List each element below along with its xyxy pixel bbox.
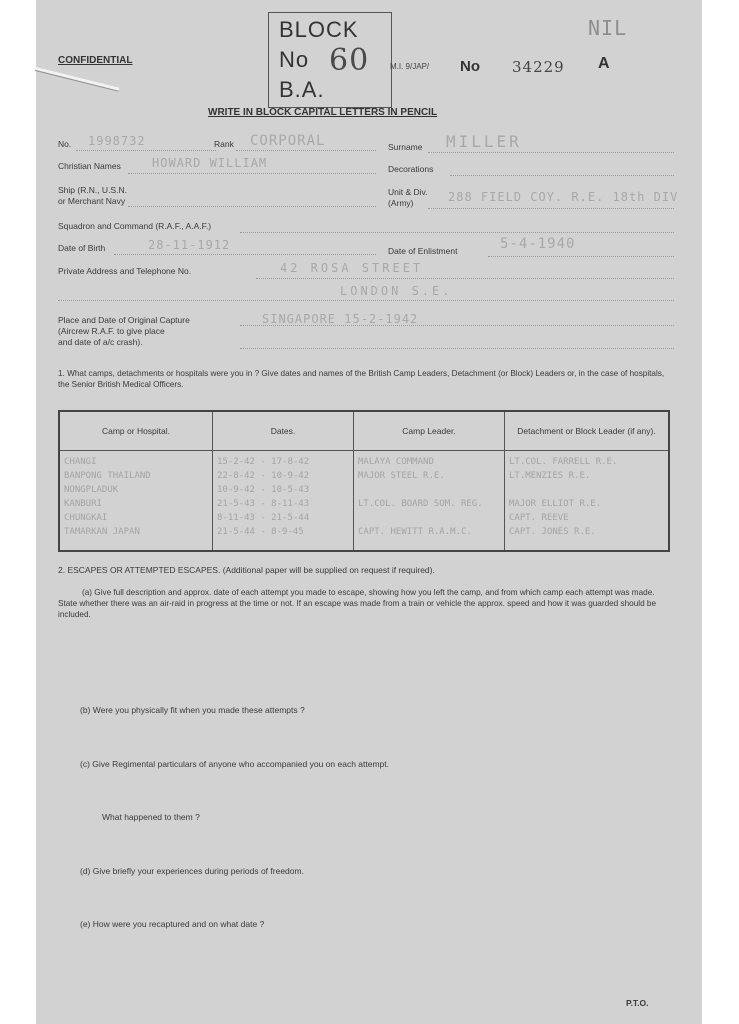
- address-line-1: 42 ROSA STREET: [280, 261, 424, 275]
- cell-camp: CHANGI: [64, 457, 97, 467]
- cell-detachment-leader: CAPT. JONES R.E.: [509, 527, 596, 537]
- rank-label: Rank: [214, 139, 234, 149]
- instruction-heading: WRITE IN BLOCK CAPITAL LETTERS IN PENCIL: [208, 107, 438, 118]
- unit-value: 288 FIELD COY. R.E. 18th DIV: [448, 190, 679, 204]
- corner-note: NIL: [588, 16, 628, 40]
- camps-table: [58, 410, 670, 552]
- col-camp: Camp or Hospital.: [59, 411, 213, 451]
- capture-label-3: and date of a/c crash).: [58, 337, 143, 347]
- form-code: M.I. 9/JAP/: [390, 62, 430, 71]
- col-dates: Dates.: [213, 411, 354, 451]
- no-value: 1998732: [88, 134, 146, 148]
- cell-camp-leader: MALAYA COMMAND: [358, 457, 434, 467]
- cell-dates: 10-9-42 - 10-5-43: [217, 485, 310, 495]
- form-number: 34229: [512, 58, 565, 76]
- no-label: No.: [58, 139, 72, 149]
- cell-camp: BANPONG THAILAND: [64, 471, 151, 481]
- ship-label-2: or Merchant Navy: [58, 196, 126, 206]
- cell-camp-leader: MAJOR STEEL R.E.: [358, 471, 445, 481]
- stamp-ba-text: B.A.: [279, 77, 325, 102]
- cell-detachment-leader: [509, 483, 664, 497]
- ship-label-1: Ship (R.N., U.S.N.: [58, 185, 127, 195]
- decorations-label: Decorations: [388, 164, 434, 174]
- cell-camp: KANBURI: [64, 499, 102, 509]
- cell-detachment-leader: LT.COL. FARRELL R.E.: [509, 457, 618, 467]
- rank-value: CORPORAL: [250, 133, 326, 149]
- surname-label: Surname: [388, 142, 423, 152]
- question-1-text: 1. What camps, detachments or hospitals were you in ? Give dates and names of the British Camp Leaders, Detachment (or Block) Leaders or, in the case of hospitals, the Senior British Medical Officers.: [58, 369, 665, 389]
- christian-names-label: Christian Names: [58, 161, 121, 171]
- question-2b-text: (b) Were you physically fit when you made these attempts ?: [80, 705, 305, 715]
- capture-label-1: Place and Date of Original Capture: [58, 315, 190, 325]
- dob-value: 28-11-1912: [148, 238, 231, 252]
- cell-camp-leader: LT.COL. BOARD SOM. REG.: [358, 499, 483, 509]
- stamp-number: 60: [329, 43, 370, 78]
- confidential-label: CONFIDENTIAL: [58, 55, 133, 66]
- unit-label-1: Unit & Div.: [388, 187, 428, 197]
- cell-dates: 15-2-42 - 17-8-42: [217, 457, 310, 467]
- cell-camp-leader: [358, 511, 500, 525]
- question-2a-text: (a) Give full description and approx. date of each attempt you made to escape, showing how you left the camp, and from which camp each attempt was made. State whether there was an air-raid in progress at the time or not. If an escape was made from a train or vehicle the approx. speed and how it was guarded should be included.: [58, 588, 657, 619]
- question-2c-followup: What happened to them ?: [102, 812, 200, 822]
- enlistment-label: Date of Enlistment: [388, 246, 458, 256]
- cell-detachment-leader: MAJOR ELLIOT R.E.: [509, 499, 602, 509]
- christian-names-value: HOWARD WILLIAM: [152, 156, 268, 170]
- cell-camp: CHUNGKAI: [64, 513, 108, 523]
- cell-camp: TAMARKAN JAPAN: [64, 527, 140, 537]
- cell-camp-leader: [358, 483, 500, 497]
- dob-label: Date of Birth: [58, 243, 106, 253]
- cell-dates: 21-5-44 - 8-9-45: [217, 527, 304, 537]
- col-detachment-leader: Detachment or Block Leader (if any).: [505, 411, 670, 451]
- form-letter: A: [598, 55, 610, 72]
- question-2e-text: (e) How were you recaptured and on what date ?: [80, 919, 265, 929]
- col-camp-leader: Camp Leader.: [354, 411, 505, 451]
- stamp-block-text: BLOCK: [279, 17, 359, 42]
- cell-detachment-leader: LT.MENZIES R.E.: [509, 471, 591, 481]
- cell-detachment-leader: CAPT. REEVE: [509, 513, 569, 523]
- cell-dates: 8-11-43 - 21-5-44: [217, 513, 310, 523]
- address-line-2: LONDON S.E.: [340, 284, 453, 298]
- surname-value: MILLER: [446, 132, 522, 151]
- address-label: Private Address and Telephone No.: [58, 266, 192, 276]
- cell-dates: 22-8-42 - 10-9-42: [217, 471, 310, 481]
- unit-label-2: (Army): [388, 198, 414, 208]
- squadron-label: Squadron and Command (R.A.F., A.A.F.): [58, 221, 212, 231]
- capture-label-2: (Aircrew R.A.F. to give place: [58, 326, 165, 336]
- form-no-label: No: [460, 58, 480, 75]
- enlistment-value: 5-4-1940: [500, 236, 576, 252]
- table-row: [59, 451, 669, 552]
- question-2-heading: 2. ESCAPES OR ATTEMPTED ESCAPES. (Additional paper will be supplied on request if required).: [58, 565, 435, 575]
- question-2c-text: (c) Give Regimental particulars of anyone who accompanied you on each attempt.: [80, 759, 389, 769]
- capture-value: SINGAPORE 15-2-1942: [262, 312, 419, 326]
- pto-label: P.T.O.: [626, 998, 649, 1008]
- cell-camp-leader: CAPT. HEWITT R.A.M.C.: [358, 527, 472, 537]
- cell-dates: 21-5-43 - 8-11-43: [217, 499, 310, 509]
- stamp-no-text: No: [279, 47, 310, 72]
- block-stamp: [268, 12, 392, 108]
- cell-camp: NONGPLADUK: [64, 485, 119, 495]
- question-2d-text: (d) Give briefly your experiences during periods of freedom.: [80, 866, 304, 876]
